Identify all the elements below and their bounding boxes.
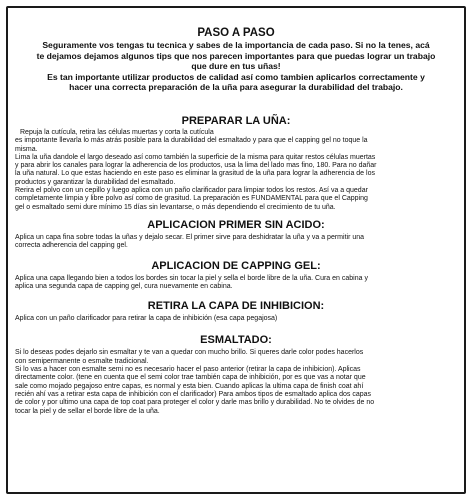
body-line: completamente limpia y libre polvo así como de grasitud. La preparación es FUNDAMENTAL para que el Capping xyxy=(15,195,368,203)
body-line: aplica una segunda capa de capping gel, cura nuevamente en cabina. xyxy=(15,282,233,290)
body-line: Aplica una capa llegando bien a todos los bordes sin tocar la piel y sella el borde libre de la uña. Cura en cabina y xyxy=(15,274,368,282)
section-body-primer xyxy=(15,234,457,251)
body-line: con semipermanente o esmalte tradicional. xyxy=(15,357,149,365)
section-heading-inhibicion: RETIRA LA CAPA DE INHIBICION: xyxy=(147,300,325,313)
intro-line: Es tan importante utilizar productos de calidad así como tambien aplicarlos correctamente y xyxy=(47,71,425,82)
body-line: Si lo vas a hacer con esmalte semi no es necesario hacer el paso anterior (retirar la capa de inhibicion). Aplicas xyxy=(15,366,361,374)
section-body-capping xyxy=(15,275,457,292)
section-heading-esmaltado: ESMALTADO: xyxy=(200,334,272,347)
section-body-preparar xyxy=(15,129,457,212)
body-line: Lima la uña dandole el largo deseado así como también la superficie de la misma para quitar restos células muertas xyxy=(15,153,376,161)
body-line: gel o esmaltado semi dure mínimo 15 días sin levantarse, o más dependiendo el crecimiento de tu uña. xyxy=(15,203,336,211)
body-line: es importante llevarla lo más atrás posible para la durabilidad del esmaltado y para que el capping gel no toque la xyxy=(15,137,368,145)
section-body-inhibicion xyxy=(15,315,457,323)
body-line: tocar la piel y de sellar el borde libre de la uña. xyxy=(15,407,160,415)
intro-line: te dejamos dejamos algunos tips que nos parecen importantes para que puedas lograr un trabajo xyxy=(36,50,436,61)
section-heading-capping: APLICACION DE CAPPING GEL: xyxy=(151,259,321,272)
body-line: sale como mojado pegajoso entre capas, es normal y esta bien. Cuando aplicas la ultima capa de finish coat ahí xyxy=(15,382,364,390)
body-line: recién ahí vas a retirar esta capa de inhibición con el clarificador) Para ambos tipos de esmaltado aplica dos capas xyxy=(15,390,372,398)
body-line: productos y garantizar la durabilidad del esmaltado. xyxy=(15,178,176,186)
body-line: Aplica un capa fina sobre todas la uñas y dejalo secar. El primer sirve para deshidratar la uña y va a permitir una xyxy=(15,233,365,241)
body-line: Rerira el polvo con un cepillo y luego aplica con un paño clarificador para limpiar todos los restos. Así va a quedar xyxy=(15,187,368,195)
intro-line: que dure en tus uñas! xyxy=(191,61,281,72)
body-line: de color y por ultimo una capa de top coat para proteger el color y darle mas brillo y durabilidad. No te olvides de no xyxy=(15,399,375,407)
document-content xyxy=(15,27,457,416)
document-title: PASO A PASO xyxy=(197,27,275,39)
body-line: y para abrir los canales para lograr la adherencia de los productos, usa la lima del lado mas fino, 180. Para no dañar xyxy=(15,162,377,170)
body-line: directamente color. (tene en cuenta que el semi color trae también capa de inhibición, por es que vas a notar que xyxy=(15,374,366,382)
intro-line: Seguramente vos tengas tu tecnica y sabes de la importancia de cada paso. Si no la tenes, acá xyxy=(42,40,430,50)
body-line: la uña natural. Lo que estas haciendo en este paso es eliminar la grasitud de la uña para lograr la adherencia de los xyxy=(15,170,375,178)
body-line: correcta adherencia del capping gel. xyxy=(15,242,128,250)
body-line: Repuja la cutícula, retira las células muertas y corta la cutícula xyxy=(20,128,214,136)
body-line: misma. xyxy=(15,145,38,153)
section-heading-primer: APLICACION PRIMER SIN ACIDO: xyxy=(147,218,325,231)
section-heading-preparar: PREPARAR LA UÑA: xyxy=(181,114,291,127)
intro-line: hacer una correcta preparación de la uña para asegurar la durabilidad del trabajo. xyxy=(69,82,403,93)
intro-paragraph xyxy=(15,40,457,93)
body-line: Aplica con un paño clarificador para retirar la capa de inhibición (esa capa pegajosa) xyxy=(15,315,278,323)
section-body-esmaltado xyxy=(15,349,457,415)
body-line: Si lo deseas podes dejarlo sin esmaltar y te van a quedar con mucho brillo. Si queres darle color podes hacerlos xyxy=(15,349,364,357)
